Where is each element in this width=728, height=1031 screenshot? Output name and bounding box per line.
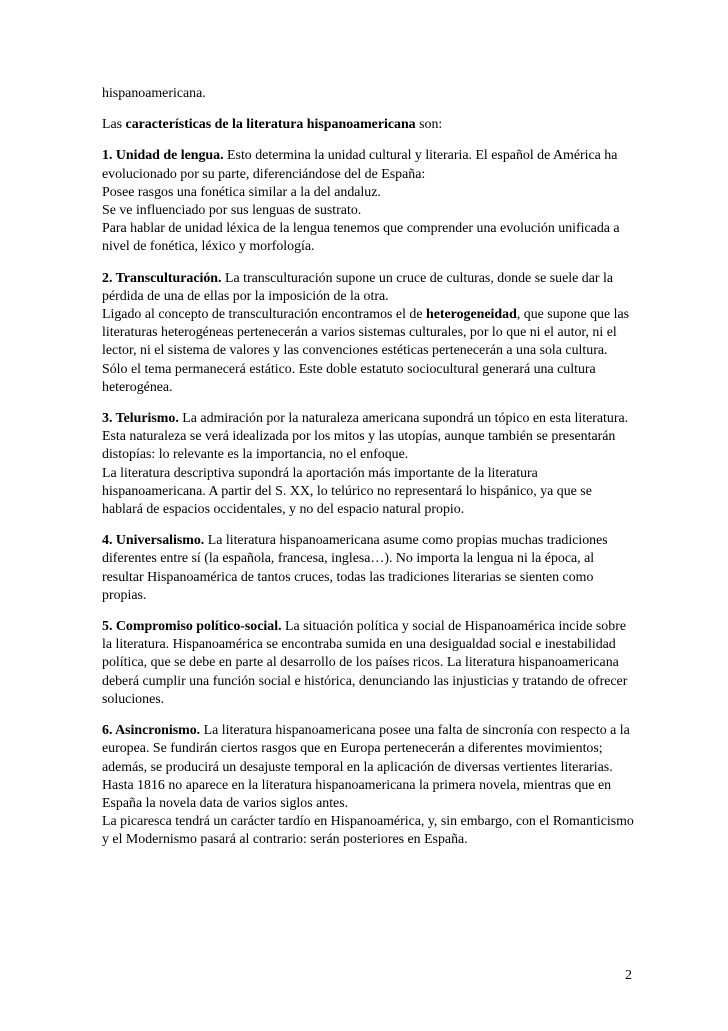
page-number: 2 <box>625 968 632 983</box>
spacer <box>102 709 634 722</box>
section-text: La literatura hispanoamericana asume como propias muchas tradiciones diferentes entre sí (la española, francesa, inglesa…). No importa la lengua ni la época, al resultar Hispanoamérica de tantos cruces, todas las tradiciones literarias se sienten como propias. <box>102 533 608 603</box>
section-heading: 3. Telurismo. <box>102 411 179 427</box>
section-paragraph <box>102 147 634 183</box>
section-text: La literatura hispanoamericana posee una falta de sincronía con respecto a la europea. Se fundirán ciertos rasgos que en Europa pertenecerán a diferentes movimientos; además, se producirá un desajuste temporal en la aplicación de diversas vertientes literarias. <box>102 723 630 775</box>
spacer <box>102 134 634 147</box>
page-content <box>102 85 634 850</box>
section-compromiso-politico-social <box>102 618 634 709</box>
spacer <box>102 519 634 532</box>
section-paragraph <box>102 410 634 465</box>
section-paragraph <box>102 306 634 397</box>
section-unidad-de-lengua <box>102 147 634 256</box>
section-paragraph <box>102 532 634 605</box>
section-paragraph: Se ve influenciado por sus lenguas de sustrato. <box>102 203 362 219</box>
section-paragraph <box>102 270 634 306</box>
section-heading: 5. Compromiso político-social. <box>102 619 282 635</box>
section-text: Esto determina la unidad cultural y literaria. El español de América ha evolucionado por su parte, diferenciándose del de España: <box>102 148 618 182</box>
section-text: Ligado al concepto de transculturación encontramos el de <box>102 307 426 323</box>
spacer <box>102 103 634 116</box>
section-paragraph: La literatura descriptiva supondrá la aportación más importante de la literatura hispanoamericana. A partir del S. XX, lo telúrico no representará lo hispánico, ya que se hablará de espacios occidentales, y no del espacio natural propio. <box>102 465 592 518</box>
section-bold-term: heterogeneidad <box>426 307 517 323</box>
section-universalismo <box>102 532 634 605</box>
section-heading: 2. Transculturación. <box>102 270 222 286</box>
section-heading: 4. Universalismo. <box>102 533 205 549</box>
section-text: , que supone que las literaturas heterogéneas pertenecerán a varios sistemas culturales, por lo que ni el autor, ni el lector, ni el sistema de valores y las convenciones estéticas pertenecerán a una sola cultura. Sólo el tema permanecerá estático. Este doble estatuto sociocultural generará una cultura heterogénea. <box>102 307 630 395</box>
lead-text-before: Las <box>102 117 126 133</box>
spacer <box>102 257 634 270</box>
section-text: La situación política y social de Hispanoamérica incide sobre la literatura. Hispanoamérica se encontraba sumida en una desigualdad social e inestabilidad política, que se debe en parte al desarrollo de los países ricos. La literatura hispanoamericana deberá cumplir una función social e histórica, denunciando las injusticias y tratando de ofrecer soluciones. <box>102 619 628 707</box>
section-asincronismo <box>102 722 634 849</box>
section-heading: 1. Unidad de lengua. <box>102 148 224 164</box>
section-paragraph: Para hablar de unidad léxica de la lengua tenemos que comprender una evolución unificada a nivel de fonética, léxico y morfología. <box>102 221 620 255</box>
lead-paragraph <box>102 116 634 134</box>
section-paragraph <box>102 722 634 777</box>
intro-line: hispanoamericana. <box>102 86 206 101</box>
lead-bold-text: características de la literatura hispanoamericana <box>125 117 416 133</box>
spacer <box>102 397 634 410</box>
section-telurismo <box>102 410 634 519</box>
section-text: La transculturación supone un cruce de culturas, donde se suele dar la pérdida de una de ellas por la imposición de la otra. <box>102 270 613 304</box>
section-transculturacion <box>102 270 634 397</box>
spacer <box>102 605 634 618</box>
section-text: La admiración por la naturaleza americana supondrá un tópico en esta literatura. Esta naturaleza se verá idealizada por los mitos y las utopías, aunque también se presentarán distopías: lo relevante es la importancia, no el enfoque. <box>102 411 629 463</box>
section-paragraph: La picaresca tendrá un carácter tardío en Hispanoamérica, y, sin embargo, con el Romanticismo y el Modernismo pasará al contrario: serán posteriores en España. <box>102 814 634 848</box>
section-paragraph: Hasta 1816 no aparece en la literatura hispanoamericana la primera novela, mientras que en España la novela data de varios siglos antes. <box>102 777 612 811</box>
section-paragraph: Posee rasgos una fonética similar a la del andaluz. <box>102 184 381 200</box>
section-heading: 6. Asincronismo. <box>102 723 201 739</box>
lead-text-after: son: <box>415 117 443 133</box>
section-paragraph <box>102 618 634 709</box>
